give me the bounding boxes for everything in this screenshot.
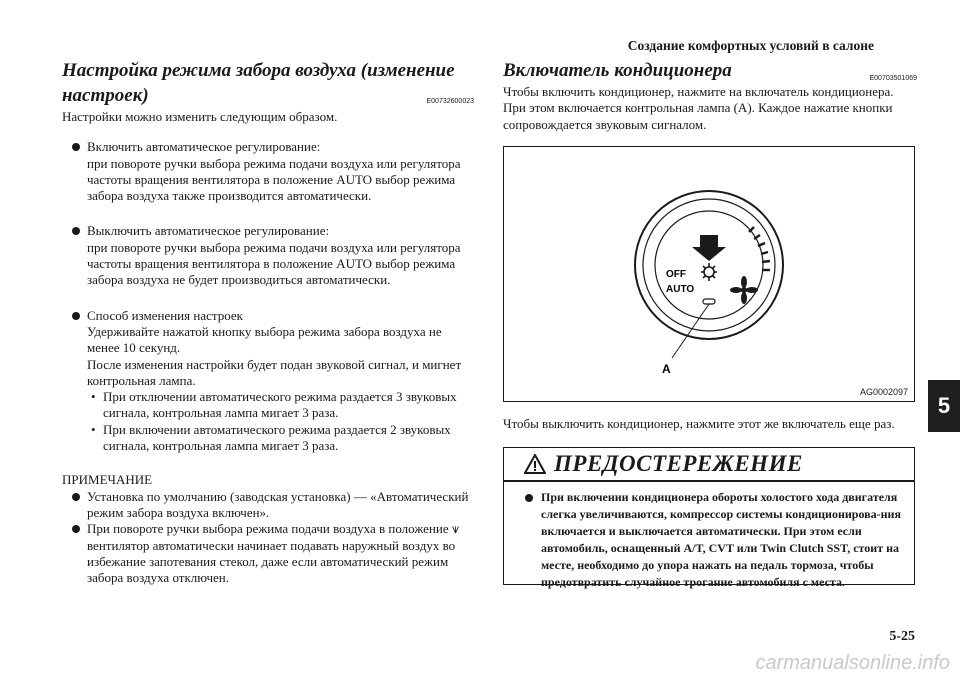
auto-label: AUTO (666, 284, 695, 295)
warning-text: При включении кондиционера обороты холостого хода двигателя слегка увеличиваются, компрессор системы кондиционирова-ния включается и выключается автоматически. При этом если автомобиль, оснащенный A/T, CVT или Twin Clutch SST, стоит на месте, необходимо до упора нажать на педаль тормоза, чтобы предотвратить случайное трогание автомобиля с места. (504, 482, 914, 591)
subbullet-auto-off: • При отключении автоматического режима раздается 3 звуковых сигнала, контрольная лампа мигает 3 раза. (87, 389, 474, 422)
chapter-tab: 5 (928, 380, 960, 432)
watermark: carmanualsonline.info (755, 652, 950, 674)
ac-intro-text: Чтобы включить кондиционер, нажмите на включатель кондиционера. При этом включается контрольная лампа (A). Каждое нажатие кнопки сопровождается звуковым сигналом. (503, 84, 894, 132)
section-code: E00703501069 (869, 75, 917, 82)
warning-title: ПРЕДОСТЕРЕЖЕНИЕ (554, 451, 803, 476)
warning-triangle-icon (524, 454, 546, 474)
warning-header (504, 448, 914, 482)
left-column (62, 58, 474, 586)
off-label: OFF (666, 269, 686, 280)
note-label: ПРИМЕЧАНИЕ (62, 472, 153, 488)
note-defrost: При повороте ручки выбора режима подачи воздуха в положение ⩛ вентилятор автоматически начинает подавать наружный воздух во избежание запотевания стекол, даже если автоматический режим забора воздуха отключен. (62, 521, 474, 586)
bullet-auto-on: Включить автоматическое регулирование: при повороте ручки выбора режима подачи воздуха или регулятора частоты вращения вентилятора в положение AUTO выбор режима забора воздуха также производится автоматически. (62, 139, 474, 204)
note-default: Установка по умолчанию (заводская установка) — «Автоматический режим забора воздуха включен». (62, 489, 474, 522)
intro-text: Настройки можно изменить следующим образом. (62, 109, 338, 124)
figure-code: AG0002097 (859, 387, 908, 397)
ac-snowflake-icon (701, 263, 717, 281)
ac-switch-figure (503, 146, 915, 402)
bullet-change-method: Способ изменения настроек Удерживайте нажатой кнопку выбора режима забора воздуха не менее 10 секунд. После изменения настройки будет подан звуковой сигнал, и мигнет контрольная лампа. (62, 308, 474, 389)
section-code: E00732600023 (426, 98, 474, 105)
page-number: 5-25 (889, 629, 915, 644)
section-title-air-intake: Настройка режима забора воздуха (изменение настроек) (62, 60, 455, 106)
right-column (503, 58, 917, 133)
section-title-ac-switch: Включатель кондиционера (503, 60, 732, 81)
callout-a: A (662, 362, 671, 376)
bullet-auto-off: Выключить автоматическое регулирование: при повороте ручки выбора режима подачи воздуха или регулятора частоты вращения вентилятора в положение AUTO выбор режима забора воздуха не будет производиться автоматически. (62, 223, 474, 288)
running-header: Создание комфортных условий в салоне (627, 38, 874, 53)
warning-box (503, 447, 915, 589)
ac-dial-illustration (504, 147, 914, 401)
ac-off-text: Чтобы выключить кондиционер, нажмите этот же включатель еще раз. (503, 416, 895, 431)
indicator-lamp (703, 299, 715, 304)
fan-icon (730, 276, 758, 304)
subbullet-auto-on: • При включении автоматического режима раздается 2 звуковых сигнала, контрольная лампа мигает 3 раза. (87, 422, 474, 455)
